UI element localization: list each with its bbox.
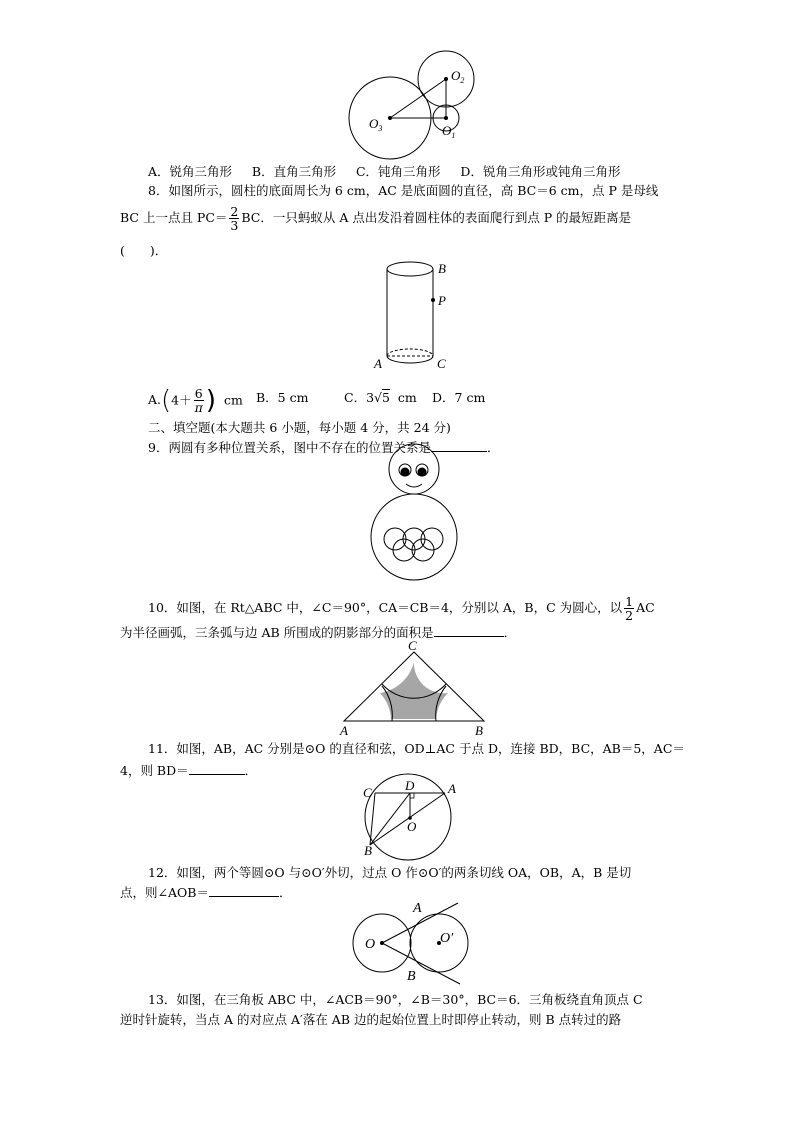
q10-fraction: $\frac{1}{2}$	[625, 594, 634, 623]
c-label-b: B	[364, 843, 372, 858]
c-label-d: D	[405, 778, 415, 793]
q11-line2: 4，则 BD＝ ．	[120, 763, 258, 778]
t-label-a: A	[413, 901, 422, 916]
q8-fraction: $\frac{2}{3}$	[230, 204, 239, 233]
t-label-b: B	[407, 969, 416, 984]
label-o3: $O_3$	[369, 116, 383, 133]
c-label-a: A	[448, 781, 456, 796]
tangent-ob	[382, 943, 460, 984]
c-label-c: C	[363, 785, 372, 800]
q8-line3: ( )．	[120, 243, 168, 258]
q8-line2: BC 上一点且 PC＝ $\frac{2}{3}$ BC．一只蚂蚁从 A 点出发沿着圆柱体的表面爬行到点 P 的最短距离是	[120, 204, 632, 233]
tri-label-b: B	[475, 723, 483, 738]
q8-option-a: A.(4＋ $\frac{6}{\pi}$ ) cm	[148, 385, 243, 416]
cyl-label-c: C	[437, 356, 446, 371]
q13-line2: 逆时针旋转，当点 A 的对应点 A′落在 AB 边的起始位置上时即停止转动，则 B 点转过的路	[120, 1012, 622, 1027]
section-2-heading: 二、填空题(本大题共 6 小题，每小题 4 分，共 24 分)	[148, 420, 451, 435]
q11-line1: 11．如图，AB，AC 分别是⊙O 的直径和弦，OD⊥AC 于点 D，连接 BD，BC，AB＝5，AC＝	[148, 741, 685, 756]
q7-option-d: D．锐角三角形或钝角三角形	[460, 164, 621, 179]
q8-option-c: C．3√5 cm	[344, 390, 417, 405]
q12-line2: 点，则∠AOB＝ ．	[120, 885, 292, 900]
tri-label-a: A	[340, 723, 348, 738]
t-label-o-prime: O′	[440, 931, 454, 946]
cyl-label-b: B	[438, 261, 446, 276]
q8-line1: 8．如图所示，圆柱的底面周长为 6 cm，AC 是底面圆的直径，高 BC＝6 cm，点 P 是母线	[148, 183, 659, 198]
q8-option-b: B．5 cm	[256, 390, 309, 405]
q10-line1: 10．如图，在 Rt△ABC 中，∠C＝90°，CA＝CB＝4，分别以 A，B，C 为圆心，以 $\frac{1}{2}$ AC	[148, 594, 655, 623]
q7-option-b: B．直角三角形	[251, 164, 337, 179]
q10-line2: 为半径画弧，三条弧与边 AB 所围成的阴影部分的面积是 ．	[120, 625, 517, 640]
cyl-label-p: P	[438, 293, 446, 308]
tri-label-c: C	[408, 638, 417, 653]
q7-option-c: C．钝角三角形	[355, 164, 441, 179]
t-label-o: O	[365, 937, 376, 952]
q12-line1: 12．如图，两个等圆⊙O 与⊙O′外切，过点 O 作⊙O′的两条切线 OA，OB，A，B 是切	[148, 865, 632, 880]
q8-option-d: D．7 cm	[432, 390, 486, 405]
q9-text: 9．两圆有多种位置关系，图中不存在的位置关系是 ．	[148, 440, 500, 455]
q7-option-a: A．锐角三角形	[148, 164, 233, 179]
c-label-o: O	[407, 819, 417, 834]
q13-line1: 13．如图，在三角板 ABC 中，∠ACB＝90°，∠B＝30°，BC＝6．三角板绕直角顶点 C	[148, 992, 643, 1007]
cyl-label-a: A	[374, 356, 382, 371]
label-o2: $O_2$	[451, 68, 465, 85]
label-o1: $O_1$	[442, 123, 456, 140]
